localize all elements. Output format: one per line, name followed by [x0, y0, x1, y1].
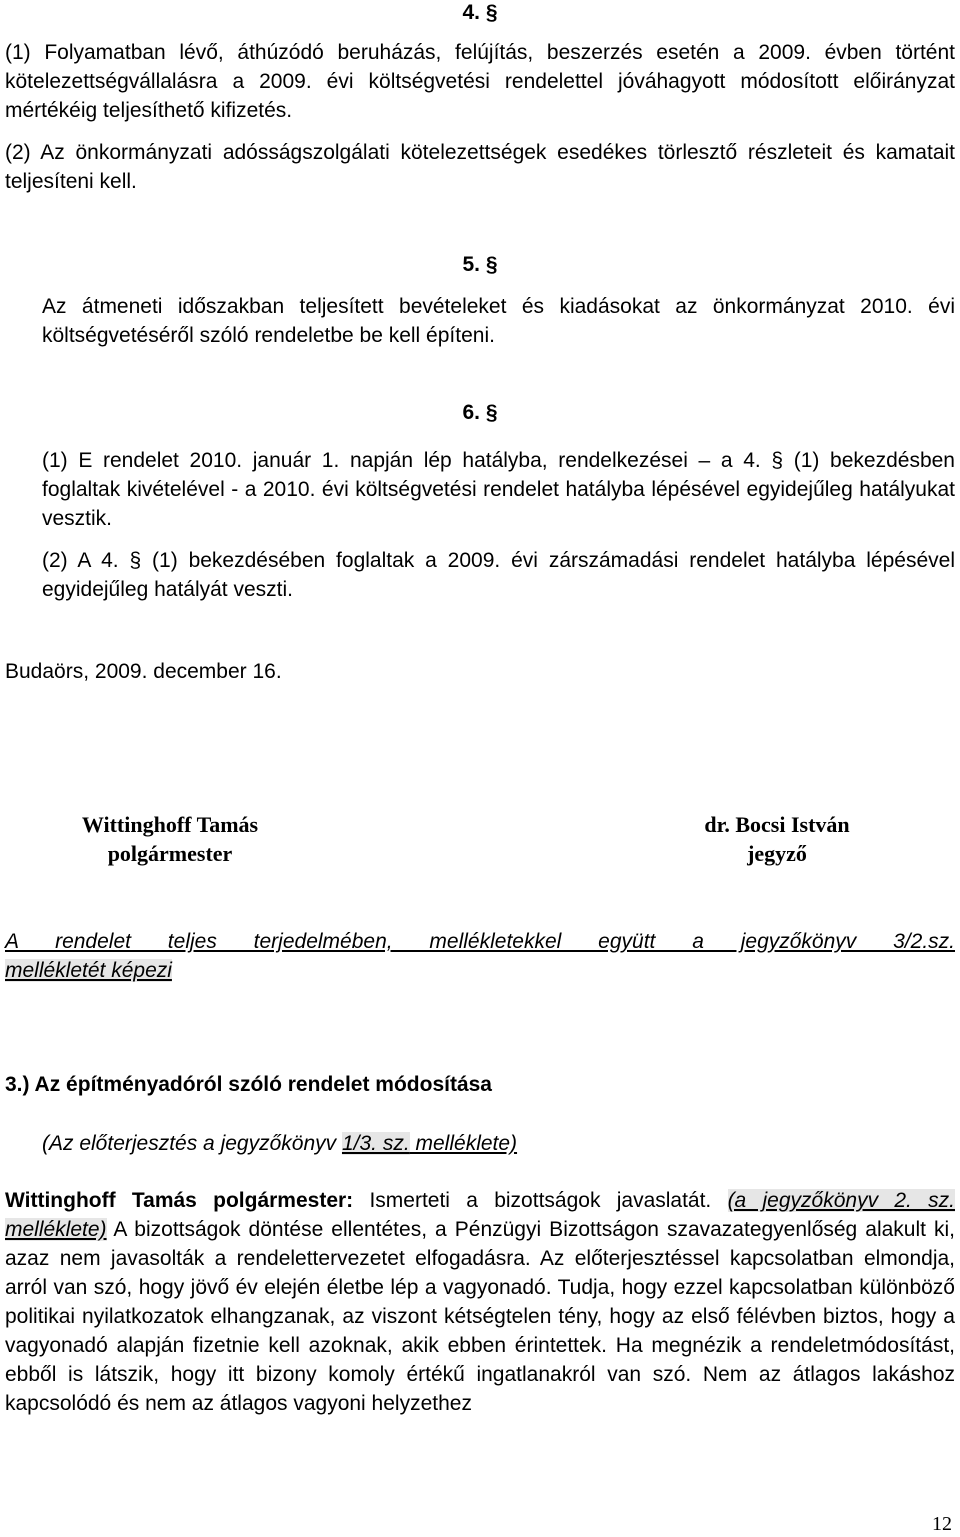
reference-part-1: (Az előterjesztés a jegyzőkönyv	[42, 1132, 342, 1155]
item-3-reference	[42, 1129, 955, 1158]
annex-note	[5, 927, 955, 985]
section-6-paragraph-2: (2) A 4. § (1) bekezdésében foglaltak a 2009. évi zárszámadási rendelet hatályba lépésével egyidejűleg hatályát veszti.	[42, 549, 955, 601]
item-3-body	[5, 1186, 955, 1418]
reference-part-2: 1/3. sz.	[341, 1132, 410, 1155]
section-4-paragraph-2: (2) Az önkormányzati adósságszolgálati kötelezettségek esedékes törlesztő részleteit és kamatait teljesíteni kell.	[5, 141, 955, 193]
section-5-paragraph: Az átmeneti időszakban teljesített bevételeket és kiadásokat az önkormányzat 2010. évi költségvetéséről szóló rendeletbe be kell építeni.	[42, 295, 955, 347]
body-text-2: A bizottságok döntése ellentétes, a Pénzügyi Bizottságon szavazategyenlőség alakult ki, azaz nem javasolták a rendelettervezetet elfogadásra. Az előterjesztéssel kapcsolatban elmondja, arról van szó, hogy jövő év elején életbe lép a vagyonadó. Tudja, hogy ezzel kapcsolatban különböző politikai nyilatkozatok elhangzanak, az viszont kétségtelen tény, hogy az első félévben biztos, hogy a vagyonadó alapján fizetnie kell azoknak, akik ebben érintettek. Ha megnézik a rendeletmódosítást, ebből is látszik, hogy itt bizony komoly értékű ingatlanakról van szó. Nem az átlagos lakáshoz kapcsolódó és nem az átlagos vagyoni helyzethez	[5, 1218, 955, 1415]
section-4-heading: 4. §	[462, 1, 498, 24]
section-6-heading: 6. §	[462, 401, 498, 424]
signer-name-right: dr. Bocsi István	[704, 812, 850, 837]
body-text-1: Ismerteti a bizottságok javaslatát.	[353, 1189, 728, 1212]
signer-name-left: Wittinghoff Tamás	[81, 812, 259, 837]
signer-title-right: jegyző	[747, 841, 807, 866]
section-5-heading: 5. §	[462, 253, 498, 276]
signature-right	[607, 810, 947, 868]
page-number: 12	[932, 1513, 952, 1535]
item-3-title: 3.) Az építményadóról szóló rendelet módosítása	[5, 1073, 492, 1096]
place-and-date: Budaörs, 2009. december 16.	[5, 660, 282, 683]
annex-note-line-1: A rendelet teljes terjedelmében, mellékletekkel együtt a jegyzőkönyv 3/2.sz.	[5, 930, 955, 953]
section-6-paragraph-1: (1) E rendelet 2010. január 1. napján lép hatályba, rendelkezései – a 4. § (1) bekezdésben foglaltak kivételével - a 2010. évi költségvetési rendelet hatályba lépésével egyidejűleg hatályukat vesztik.	[42, 449, 955, 530]
signer-title-left: polgármester	[107, 841, 233, 866]
reference-part-3: melléklete)	[409, 1132, 518, 1155]
annex-reference: (a jegyzőkönyv 2. sz. melléklete)	[5, 1189, 955, 1241]
section-4-paragraph-1: (1) Folyamatban lévő, áthúzódó beruházás, felújítás, beszerzés esetén a 2009. évben történt kötelezettségvállalásra a 2009. évi költségvetési rendelettel jóváhagyott módosított előirányzat mértékéig teljesíthető kifizetés.	[5, 41, 955, 122]
annex-note-line-2: mellékletét képezi	[5, 959, 172, 982]
speaker-name: Wittinghoff Tamás polgármester:	[5, 1189, 354, 1212]
signature-left	[0, 810, 340, 868]
